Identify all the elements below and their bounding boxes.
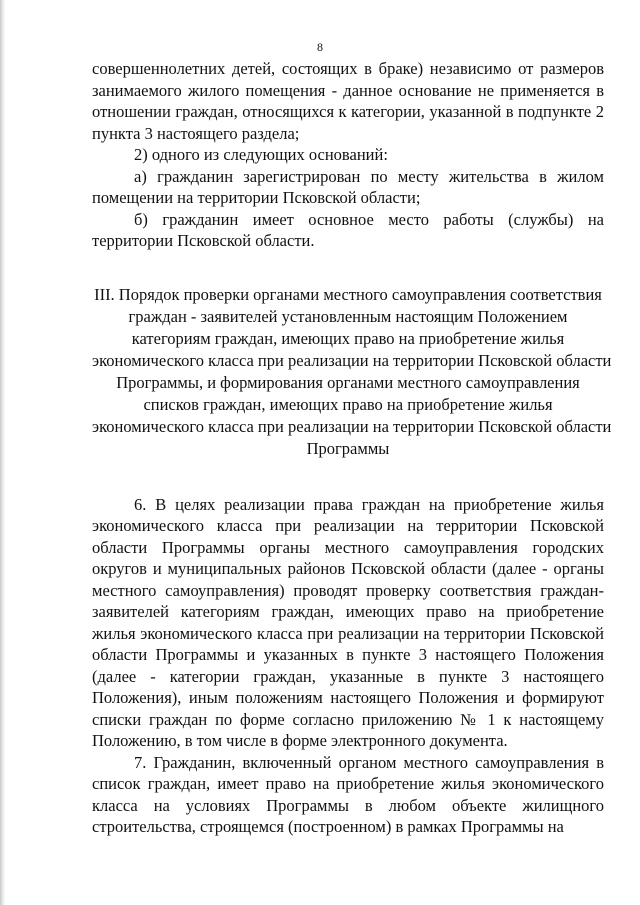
section-heading-line: граждан - заявителей установленным настоящим Положением [128,306,568,326]
document-body [92,58,612,838]
paragraph-item-2: 2) одного из следующих оснований: [134,145,388,164]
section-heading-line: экономического класса при реализации на территории Псковской области [92,416,612,436]
paragraph-continuation: совершеннолетних детей, состоящих в браке) независимо от размеров занимаемого жилого помещения - данное основание не применяется в отношении граждан, относящихся к категории, указанной в подпункте 2 пункта 3 настоящего раздела; [92,59,604,143]
paragraph-item-a: а) гражданин зарегистрирован по месту жительства в жилом помещении на территории Псковской области; [92,166,604,207]
section-heading-line: категориям граждан, имеющих право на приобретение жилья [131,328,565,348]
section-heading [92,284,612,460]
page-number: 8 [317,40,323,54]
section-heading-line: экономического класса при реализации на территории Псковской области [92,350,612,370]
scan-edge [0,0,6,905]
paragraph-6: 6. В целях реализации права граждан на приобретение жилья экономического класса при реализации на территории Псковской области Программы органы местного самоуправления городских округов и муниципальных районов Псковской области (далее - органы местного самоуправления) проводят проверку соответствия граждан-заявителей категориям граждан, имеющих право на приобретение жилья экономического класса при реализации на территории Псковской области Программы и указанных в пункте 3 настоящего Положения (далее - категории граждан, указанные в пункте 3 настоящего Положения), иным положениям настоящего Положения и формируют списки граждан по форме согласно приложению № 1 к настоящему Положению, в том числе в форме электронного документа. [92,494,604,750]
paragraph-item-b: б) гражданин имеет основное место работы (службы) на территории Псковской области. [92,209,604,250]
section-heading-line: Программы, и формирования органами местного самоуправления [116,372,580,392]
section-heading-line: списков граждан, имеющих право на приобретение жилья [143,394,553,414]
section-heading-line: III. Порядок проверки органами местного самоуправления соответствия [94,284,602,304]
paragraph-7: 7. Гражданин, включенный органом местного самоуправления в список граждан, имеет право на приобретение жилья экономического класса на условиях Программы в любом объекте жилищного строительства, строящемся (построенном) в рамках Программы на [92,752,604,836]
section-heading-line: Программы [306,438,390,458]
